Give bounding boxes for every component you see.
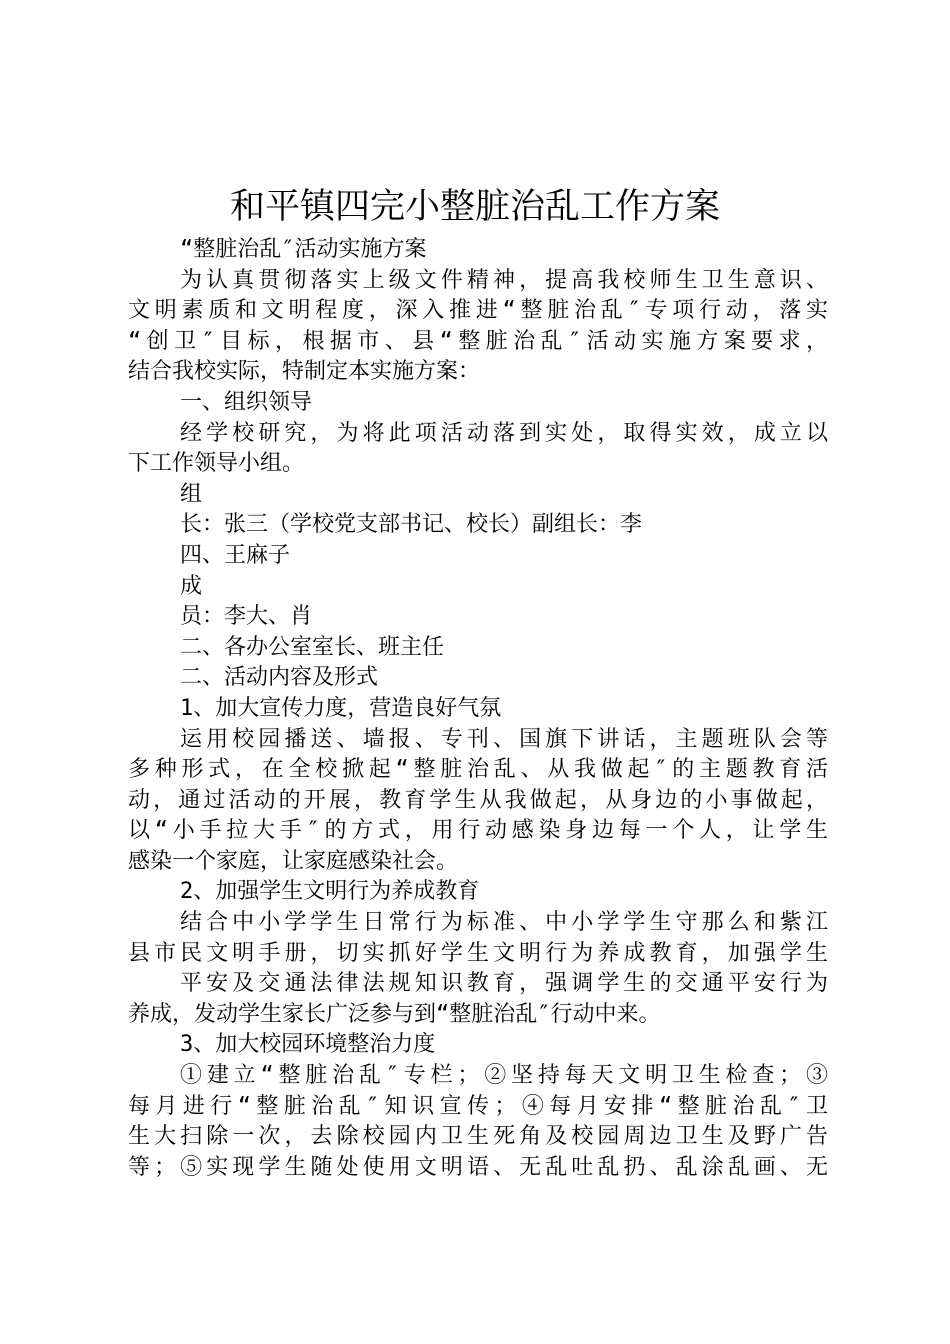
text-line: 平安及交通法律法规知识教育，强调学生的交通平安行为 (180, 971, 828, 997)
text-line: 经学校研究，为将此项活动落到实处，取得实效，成立以 (180, 420, 828, 446)
text-line: 一、组织领导 (180, 389, 313, 415)
text-line: 等；⑤实现学生随处使用文明语、无乱吐乱扔、乱涂乱画、无 (128, 1154, 828, 1180)
text-line: 二、各办公室室长、班主任 (180, 634, 445, 660)
text-line: 下工作领导小组。 (128, 451, 305, 477)
document-title: 和平镇四完小整脏治乱工作方案 (229, 187, 720, 227)
text-line: 运用校园播送、墙报、专刊、国旗下讲话，主题班队会等 (180, 726, 828, 752)
text-line: 长：张三（学校党支部书记、校长）副组长：李 (180, 512, 643, 538)
text-line: 动，通过活动的开展，教育学生从我做起，从身边的小事做起， (128, 787, 828, 813)
text-line: 组 (180, 481, 203, 507)
text-line: 二、活动内容及形式 (180, 665, 379, 691)
text-line: “创卫″目标，根据市、县“整脏治乱″活动实施方案要求， (128, 328, 828, 354)
text-line: 2、加强学生文明行为养成教育 (180, 879, 480, 905)
document-body (128, 235, 828, 1183)
text-line: 结合中小学学生日常行为标准、中小学学生守那么和紫江 (180, 910, 828, 936)
text-line: 生大扫除一次，去除校园内卫生死角及校园周边卫生及野广告 (128, 1124, 828, 1150)
text-line: 成 (180, 573, 203, 599)
text-line: 每月进行“整脏治乱″知识宣传；④每月安排“整脏治乱″卫 (128, 1093, 828, 1119)
text-line: 为认真贯彻落实上级文件精神，提高我校师生卫生意识、 (180, 267, 828, 293)
text-line: 多种形式，在全校掀起“整脏治乱、从我做起″的主题教育活 (128, 757, 828, 783)
text-line: 感染一个家庭，让家庭感染社会。 (128, 848, 459, 874)
text-line: 县市民文明手册，切实抓好学生文明行为养成教育，加强学生 (128, 940, 828, 966)
text-line: 以“小手拉大手″的方式，用行动感染身边每一个人，让学生 (128, 818, 828, 844)
text-line: 员：李大、肖 (180, 604, 313, 630)
text-line: 结合我校实际，特制定本实施方案： (128, 359, 481, 385)
text-line: 文明素质和文明程度，深入推进“整脏治乱″专项行动，落实 (128, 298, 828, 324)
text-line: ①建立“整脏治乱″专栏；②坚持每天文明卫生检查；③ (180, 1063, 828, 1089)
text-line: “整脏治乱″活动实施方案 (180, 237, 427, 262)
text-line: 1、加大宣传力度，营造良好气氛 (180, 695, 502, 721)
text-line: 养成，发动学生家长广泛参与到“整脏治乱″行动中来。 (128, 1001, 661, 1027)
text-line: 四、王麻子 (180, 542, 291, 568)
text-line: 3、加大校园环境整治力度 (180, 1032, 436, 1058)
